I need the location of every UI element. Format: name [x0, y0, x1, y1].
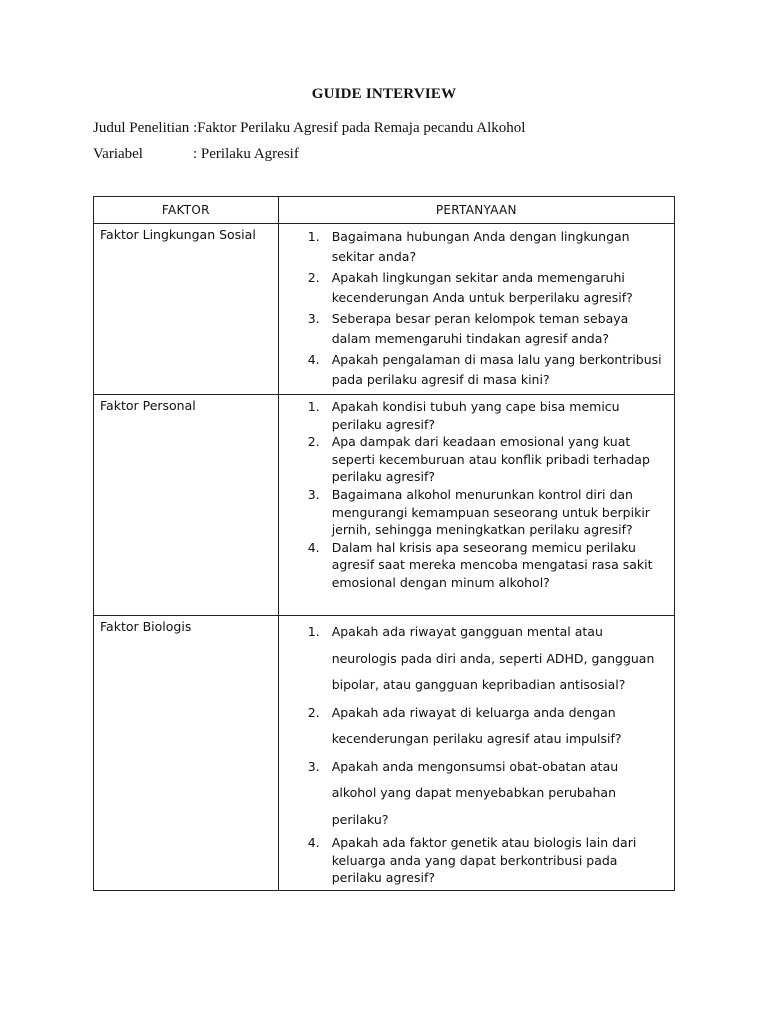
question-number: 3.	[307, 311, 320, 326]
question-number: 3.	[307, 758, 320, 774]
table-row	[94, 616, 675, 891]
research-title-value: Faktor Perilaku Agresif pada Remaja pecandu Alkohol	[197, 120, 526, 136]
variable-value: : Perilaku Agresif	[193, 146, 299, 162]
question-number: 2.	[307, 434, 320, 450]
question-list	[279, 398, 666, 592]
list-item	[279, 486, 666, 539]
question-text: Apakah ada faktor genetik atau biologis lain dari keluarga anda yang dapat berkontribusi pada perilaku agresif?	[331, 835, 637, 886]
variable-row	[93, 146, 299, 163]
question-text: Apakah pengalaman di masa lalu yang berkontribusi pada perilaku agresif di masa kini?	[331, 352, 662, 387]
research-title-row	[93, 120, 525, 137]
header-faktor: FAKTOR	[94, 197, 279, 224]
question-text: Apakah anda mengonsumsi obat-obatan atau alkohol yang dapat menyebabkan perubahan perilaku?	[331, 758, 619, 827]
question-text: Bagaimana alkohol menurunkan kontrol diri dan mengurangi kemampuan seseorang untuk berpikir jernih, sehingga meningkatkan perilaku agresif?	[331, 486, 650, 538]
list-item	[279, 433, 666, 486]
document-title: GUIDE INTERVIEW	[311, 86, 457, 102]
question-text: Seberapa besar peran kelompok teman sebaya dalam memengaruhi tindakan agresif anda?	[331, 311, 629, 346]
factor-cell: Faktor Biologis	[94, 616, 279, 891]
table-header-row	[94, 197, 675, 224]
list-item	[279, 619, 666, 699]
question-number: 3.	[307, 486, 320, 502]
factor-cell: Faktor Personal	[94, 395, 279, 616]
question-number: 2.	[307, 270, 320, 285]
list-item	[279, 268, 666, 308]
question-text: Apakah ada riwayat gangguan mental atau neurologis pada diri anda, seperti ADHD, gangguan bipolar, atau gangguan kepribadian antisosial?	[331, 624, 655, 692]
question-number: 1.	[307, 399, 320, 414]
list-item	[279, 539, 666, 592]
question-number: 1.	[307, 624, 320, 639]
list-item	[279, 227, 666, 267]
question-number: 4.	[307, 352, 320, 367]
list-item	[279, 700, 666, 753]
list-item	[279, 834, 666, 887]
variable-label: Variabel	[93, 146, 143, 162]
question-number: 4.	[307, 835, 320, 850]
questions-cell	[278, 395, 674, 616]
table-row	[94, 395, 675, 616]
question-number: 1.	[307, 229, 320, 244]
research-title-label: Judul Penelitian :	[93, 120, 198, 136]
question-text: Apakah lingkungan sekitar anda memengaruhi kecenderungan Anda untuk berperilaku agresif?	[331, 270, 633, 305]
question-text: Apa dampak dari keadaan emosional yang kuat seperti kecemburuan atau konflik pribadi terhadap perilaku agresif?	[331, 434, 650, 485]
question-number: 2.	[307, 704, 320, 720]
questions-cell	[278, 224, 674, 395]
question-text: Bagaimana hubungan Anda dengan lingkungan sekitar anda?	[331, 229, 630, 264]
list-item	[279, 754, 666, 834]
list-item	[279, 309, 666, 349]
questions-cell	[278, 616, 674, 891]
question-number: 4.	[307, 539, 320, 555]
question-text: Apakah ada riwayat di keluarga anda dengan kecenderungan perilaku agresif atau impulsif?	[331, 704, 622, 746]
table-row	[94, 224, 675, 395]
interview-guide-table	[93, 196, 675, 891]
question-list	[279, 227, 666, 390]
question-text: Apakah kondisi tubuh yang cape bisa memicu perilaku agresif?	[331, 399, 620, 432]
list-item	[279, 398, 666, 433]
header-pertanyaan: PERTANYAAN	[278, 197, 674, 224]
question-list	[279, 619, 666, 887]
factor-cell: Faktor Lingkungan Sosial	[94, 224, 279, 395]
list-item	[279, 350, 666, 390]
question-text: Dalam hal krisis apa seseorang memicu perilaku agresif saat mereka mencoba mengatasi rasa sakit emosional dengan minum alkohol?	[331, 539, 653, 590]
